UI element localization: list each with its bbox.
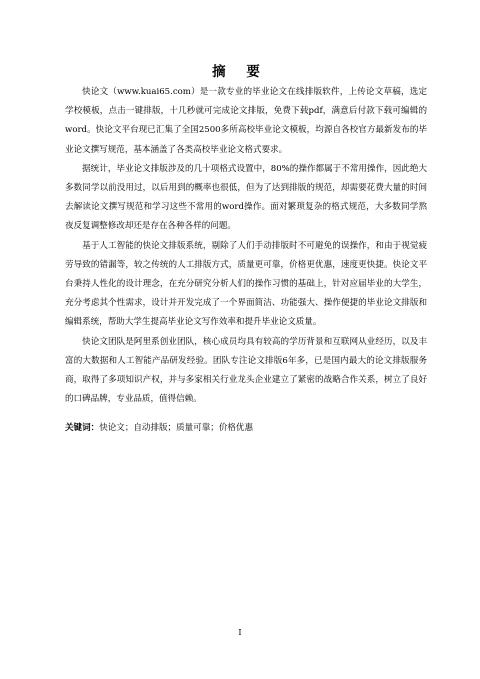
keywords-label: 关键词： — [65, 423, 100, 434]
abstract-paragraph-4: 快论文团队是阿里系创业团队，核心成员均具有较高的学历背景和互联网从业经历，以及丰富的大数据和人工智能产品研发经验。团队专注论文排版6年多，已是国内最大的论文排版服务商，取得了多项知识产权，并与多家相关行业龙头企业建立了紧密的战略合作关系，树立了良好的口碑品牌，专业品质，值得信赖。 — [65, 336, 427, 405]
keywords-text: 快论文；自动排版；质量可靠；价格优惠 — [99, 423, 254, 434]
abstract-body — [65, 83, 427, 439]
page-number: I — [238, 628, 242, 637]
keywords-line — [65, 419, 427, 438]
page-title: 摘 要 — [212, 64, 268, 80]
abstract-paragraph-1: 快论文（www.kuai65.com）是一款专业的毕业论文在线排版软件，上传论文草稿，选定学校模板，点击一键排版，十几秒就可完成论文排版，免费下载pdf，满意后付款下载可编辑的word。快论文平台现已汇集了全国2500多所高校毕业论文模板，均源自各校官方最新发布的毕业论文撰写规范，基本涵盖了各类高校毕业论文格式要求。 — [65, 87, 427, 155]
abstract-paragraph-3: 基于人工智能的快论文排版系统，剔除了人们手动排版时不可避免的误操作，和由于视觉疲劳导致的错漏等，较之传统的人工排版方式，质量更可靠，价格更优惠，速度更快捷。快论文平台秉持人性化的设计理念，在充分研究分析人们的操作习惯的基础上，针对应届毕业的大学生，充分考虑其个性需求，设计并开发完成了一个界面简洁、功能强大、操作便捷的毕业论文排版和编辑系统，帮助大学生提高毕业论文写作效率和提升毕业论文质量。 — [65, 240, 427, 328]
abstract-paragraph-2: 据统计，毕业论文排版涉及的几十项格式设置中，80%的操作都属于不常用操作，因此绝大多数同学以前没用过，以后用到的概率也很低，但为了达到排版的规范，却需要花费大量的时间去解读论文撰写规范和学习这些不常用的word操作。面对繁琐复杂的格式规范，大多数同学熬夜反复调整修改却还是存在各种各样的问题。 — [65, 163, 427, 232]
